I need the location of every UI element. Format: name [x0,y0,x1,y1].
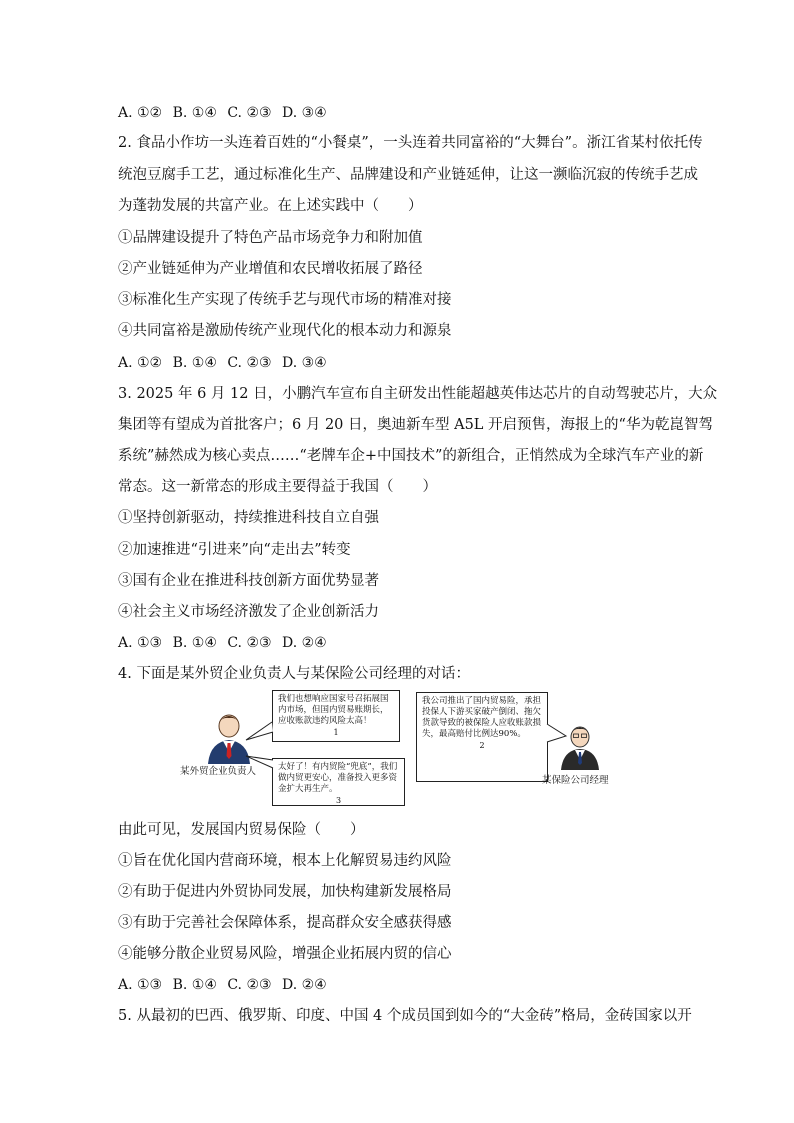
q4-answer-row [118,975,333,995]
q2-answer-c: C. ②③ [227,355,272,371]
q2-stem-line-3: 为蓬勃发展的共富产业。在上述实践中（ ） [118,198,423,214]
q4-option-4: ④能够分散企业贸易风险，增强企业拓展内贸的信心 [118,946,452,962]
q1-answer-a: A. ①② [118,105,163,121]
q2-option-3: ③标准化生产实现了传统手艺与现代市场的精准对接 [118,292,452,308]
q5-stem-line-1: 5. 从最初的巴西、俄罗斯、印度、中国 4 个成员国到如今的“大金砖”格局，金砖国家以开 [118,1008,692,1024]
q3-option-3: ③国有企业在推进科技创新方面优势显著 [118,573,379,589]
q2-option-4: ④共同富裕是激励传统产业现代化的根本动力和源泉 [118,323,452,339]
dialogue-figure [180,690,620,810]
q3-answer-a: A. ①③ [118,635,163,651]
q1-answer-c: C. ②③ [227,105,272,121]
q3-answer-row [118,633,333,653]
q3-answer-b: B. ①④ [172,635,217,651]
q3-stem-line-1: 3. 2025 年 6 月 12 日，小鹏汽车宣布自主研发出性能超越英伟达芯片的自动驾驶芯片，大众 [118,386,718,402]
q1-answer-row [118,103,333,123]
bubble-tails [240,720,280,780]
q4-option-3: ③有助于完善社会保障体系，提高群众安全感获得感 [118,915,452,931]
q3-option-2: ②加速推进“引进来”向“走出去”转变 [118,542,351,558]
q2-answer-d: D. ③④ [282,355,327,371]
q3-stem-line-4: 常态。这一新常态的形成主要得益于我国（ ） [118,479,437,495]
q4-option-2: ②有助于促进内外贸协同发展，加快构建新发展格局 [118,884,452,900]
q3-option-1: ①坚持创新驱动，持续推进科技自立自强 [118,510,379,526]
q2-answer-b: B. ①④ [172,355,217,371]
q4-answer-a: A. ①③ [118,977,163,993]
person-right-label: 某保险公司经理 [542,775,609,786]
speech-bubble-1 [272,690,400,742]
bubble-1-text: 我们也想响应国家号召拓展国内市场，但国内贸易账期长，应收账款违约风险太高！ [278,694,389,726]
q3-answer-c: C. ②③ [227,635,272,651]
q2-option-1: ①品牌建设提升了特色产品市场竞争力和附加值 [118,230,423,246]
q3-stem-line-3: 系统”赫然成为核心卖点……“老牌车企+中国技术”的新组合，正悄然成为全球汽车产业的新 [118,448,704,464]
q4-answer-d: D. ②④ [282,977,327,993]
person-left-label: 某外贸企业负责人 [180,766,257,777]
q3-option-4: ④社会主义市场经济激发了企业创新活力 [118,604,379,620]
q4-option-1: ①旨在优化国内营商环境，根本上化解贸易违约风险 [118,853,452,869]
bubble-3-number: 3 [335,796,342,805]
q1-answer-b: B. ①④ [172,105,217,121]
q1-answer-d: D. ③④ [282,105,327,121]
q2-answer-row [118,353,333,373]
q4-answer-c: C. ②③ [227,977,272,993]
bubble-2-number: 2 [479,741,485,750]
bubble-1-number: 1 [333,728,339,737]
q2-answer-a: A. ①② [118,355,163,371]
insurance-manager-icon [558,724,602,770]
q4-question: 由此可见，发展国内贸易保险（ ） [118,822,365,838]
bubble-2-text: 我公司推出了国内贸易险，承担投保人下游买家破产倒闭、拖欠货款导致的被保险人应收账款损失，最高赔付比例达90%。 [422,696,542,739]
q4-answer-b: B. ①④ [172,977,217,993]
q3-stem-line-2: 集团等有望成为首批客户；6 月 20 日，奥迪新车型 A5L 开启预售，海报上的“华为乾崑智驾 [118,417,713,433]
speech-bubble-2 [416,692,548,782]
speech-bubble-3 [272,758,405,806]
q2-stem-line-2: 统泡豆腐手工艺，通过标准化生产、品牌建设和产业链延伸，让这一濒临沉寂的传统手艺成 [118,167,698,183]
q4-intro: 4. 下面是某外贸企业负责人与某保险公司经理的对话： [118,666,470,682]
q2-stem-line-1: 2. 食品小作坊一头连着百姓的“小餐桌”，一头连着共同富裕的“大舞台”。浙江省某村依托传 [118,135,703,151]
q3-answer-d: D. ②④ [282,635,327,651]
q2-option-2: ②产业链延伸为产业增值和农民增收拓展了路径 [118,261,423,277]
bubble-3-text: 太好了！有内贸险“兜底”，我们做内贸更安心，准备投入更多资金扩大再生产。 [278,762,398,794]
